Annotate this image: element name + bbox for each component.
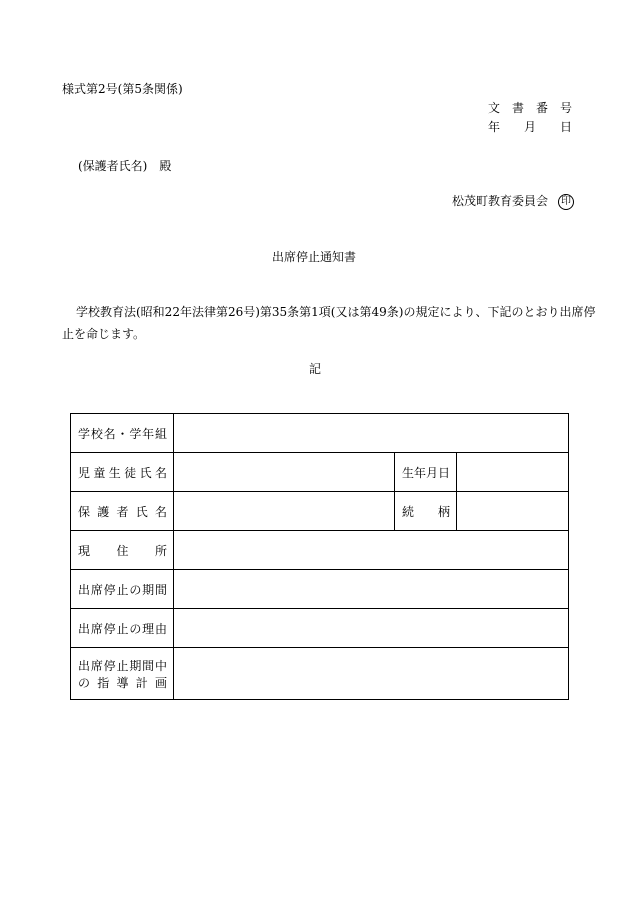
ki-marker: 記 (309, 362, 322, 376)
field-student[interactable] (174, 453, 395, 492)
document-title: 出席停止通知書 (272, 250, 357, 264)
row-address (71, 531, 569, 570)
seal-mark: 印 (558, 194, 574, 210)
label-relation: 続 柄 (395, 492, 457, 531)
field-address[interactable] (174, 531, 569, 570)
label-reason: 出席停止の理由 (71, 609, 174, 648)
field-plan[interactable] (174, 648, 569, 700)
addressee: (保護者氏名) 殿 (78, 159, 172, 173)
label-birthdate: 生年月日 (395, 453, 457, 492)
label-period: 出席停止の期間 (71, 570, 174, 609)
body-text-line2: 止を命じます。 (62, 327, 146, 341)
notice-form-table (70, 413, 569, 700)
row-period (71, 570, 569, 609)
label-student: 児童生徒氏名 (71, 453, 174, 492)
row-plan (71, 648, 569, 700)
label-plan: 出席停止期間中 の指導計画 (71, 648, 174, 700)
document-number-label: 文 書 番 号 (488, 101, 573, 115)
field-relation[interactable] (457, 492, 569, 531)
issuer-name: 松茂町教育委員会 (452, 194, 549, 208)
label-school: 学校名・学年組 (71, 414, 174, 453)
field-school[interactable] (174, 414, 569, 453)
date-label: 年 月 日 (488, 120, 573, 134)
body-text-line1: 学校教育法(昭和22年法律第26号)第35条第1項(又は第49条)の規定により、下記のとおり出席停 (76, 305, 596, 319)
row-student (71, 453, 569, 492)
field-reason[interactable] (174, 609, 569, 648)
row-guardian (71, 492, 569, 531)
label-guardian: 保護者氏名 (71, 492, 174, 531)
form-number: 様式第2号(第5条関係) (62, 82, 183, 96)
issuer (452, 192, 574, 210)
row-school (71, 414, 569, 453)
field-guardian[interactable] (174, 492, 395, 531)
label-address: 現住所 (71, 531, 174, 570)
field-birthdate[interactable] (457, 453, 569, 492)
row-reason (71, 609, 569, 648)
field-period[interactable] (174, 570, 569, 609)
